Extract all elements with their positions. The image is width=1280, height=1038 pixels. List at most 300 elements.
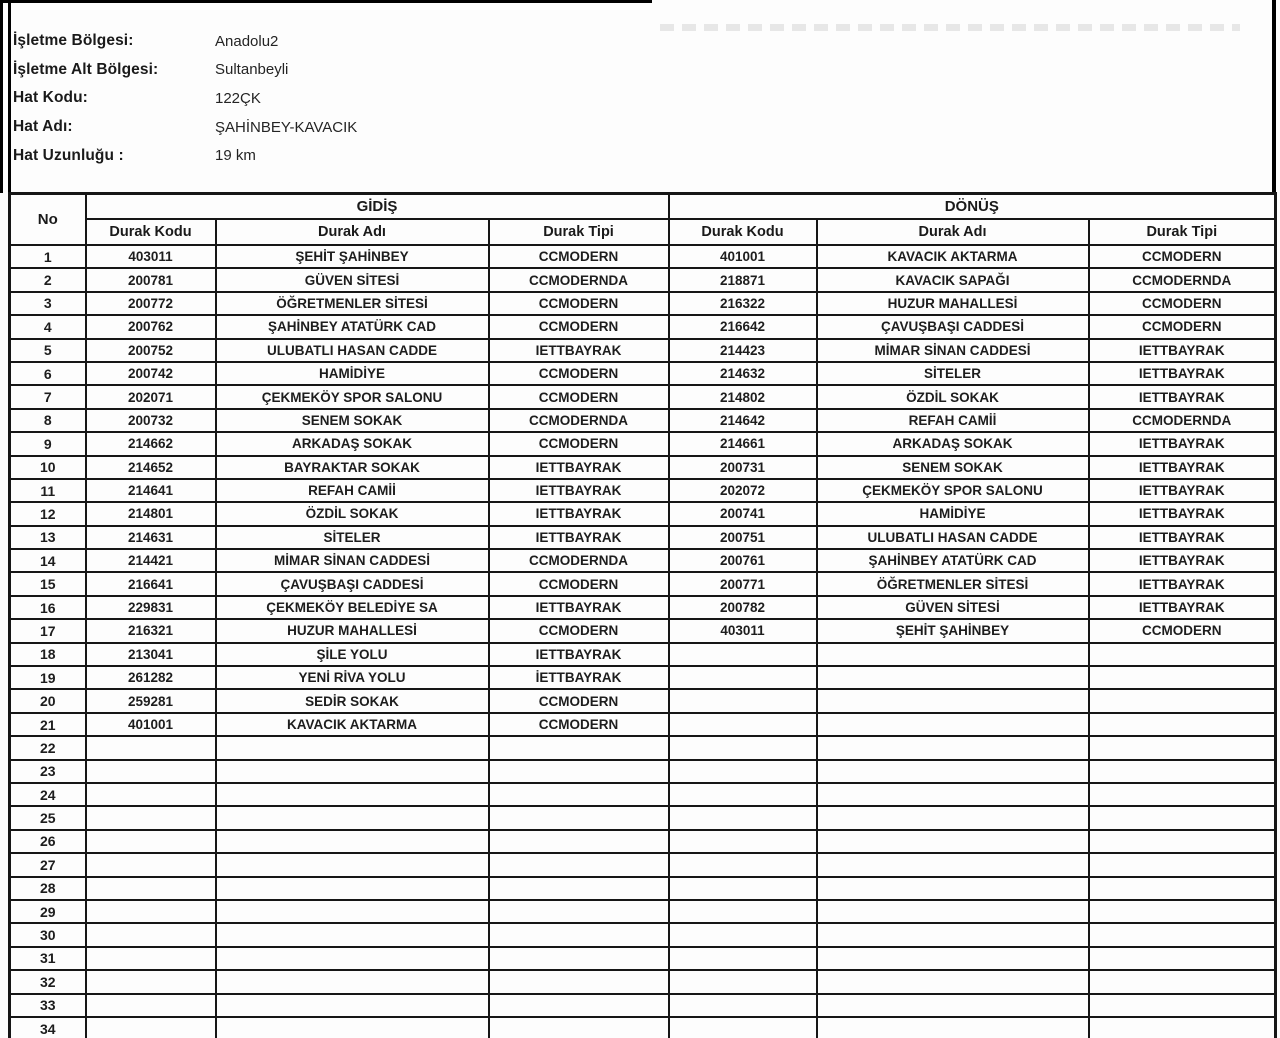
info-row xyxy=(13,56,357,85)
donus-stop-type-cell xyxy=(1089,900,1276,923)
gidis-stop-type-cell: IETTBAYRAK xyxy=(489,456,669,479)
gidis-stop-name-cell xyxy=(216,900,489,923)
row-number-cell: 34 xyxy=(10,1017,86,1038)
donus-stop-name-cell: ÖZDİL SOKAK xyxy=(817,385,1089,408)
donus-stop-name-cell xyxy=(817,713,1089,736)
gidis-stop-code-cell: 200762 xyxy=(86,315,216,338)
gidis-stop-code-cell: 214801 xyxy=(86,502,216,525)
gidis-stop-type-cell: IETTBAYRAK xyxy=(489,596,669,619)
gidis-stop-type-cell xyxy=(489,923,669,946)
gidis-stop-name-cell: YENİ RİVA YOLU xyxy=(216,666,489,689)
gidis-stop-code-cell: 401001 xyxy=(86,713,216,736)
gidis-stop-name-cell: BAYRAKTAR SOKAK xyxy=(216,456,489,479)
gidis-stop-type-cell xyxy=(489,947,669,970)
gidis-stop-code-cell xyxy=(86,760,216,783)
info-field-label: Hat Uzunluğu : xyxy=(13,146,124,164)
donus-stop-type-cell xyxy=(1089,689,1276,712)
donus-stop-code-cell xyxy=(669,900,817,923)
stops-table-body xyxy=(10,245,1276,1038)
donus-stop-code-cell: 214661 xyxy=(669,432,817,455)
gidis-stop-type-cell xyxy=(489,994,669,1017)
table-row xyxy=(10,315,1276,338)
donus-stop-name-cell: HUZUR MAHALLESİ xyxy=(817,292,1089,315)
gidis-stop-type-cell xyxy=(489,970,669,993)
table-row xyxy=(10,572,1276,595)
donus-stop-name-cell xyxy=(817,760,1089,783)
donus-stop-type-cell: IETTBAYRAK xyxy=(1089,572,1276,595)
row-number-cell: 4 xyxy=(10,315,86,338)
table-row xyxy=(10,923,1276,946)
table-row xyxy=(10,549,1276,572)
column-header-donus-durak-kodu: Durak Kodu xyxy=(669,219,817,245)
donus-stop-type-cell: IETTBAYRAK xyxy=(1089,432,1276,455)
donus-stop-type-cell xyxy=(1089,736,1276,759)
gidis-stop-code-cell: 200732 xyxy=(86,409,216,432)
gidis-stop-type-cell: CCMODERN xyxy=(489,315,669,338)
gidis-stop-name-cell xyxy=(216,783,489,806)
donus-stop-name-cell xyxy=(817,689,1089,712)
donus-stop-name-cell xyxy=(817,877,1089,900)
donus-stop-code-cell: 401001 xyxy=(669,245,817,268)
info-field-label: İşletme Bölgesi: xyxy=(13,32,134,50)
donus-stop-code-cell: 214632 xyxy=(669,362,817,385)
gidis-stop-name-cell: REFAH CAMİİ xyxy=(216,479,489,502)
row-number-cell: 6 xyxy=(10,362,86,385)
donus-stop-code-cell xyxy=(669,970,817,993)
gidis-stop-name-cell: MİMAR SİNAN CADDESİ xyxy=(216,549,489,572)
table-row xyxy=(10,1017,1276,1038)
row-number-cell: 25 xyxy=(10,806,86,829)
info-row xyxy=(13,27,357,56)
gidis-stop-name-cell: HAMİDİYE xyxy=(216,362,489,385)
gidis-stop-name-cell xyxy=(216,736,489,759)
gidis-stop-type-cell: IETTBAYRAK xyxy=(489,339,669,362)
donus-stop-code-cell: 403011 xyxy=(669,619,817,642)
donus-stop-name-cell: ŞAHİNBEY ATATÜRK CAD xyxy=(817,549,1089,572)
column-header-no: No xyxy=(10,194,86,246)
gidis-stop-code-cell: 200772 xyxy=(86,292,216,315)
donus-stop-name-cell xyxy=(817,736,1089,759)
table-row xyxy=(10,526,1276,549)
table-row xyxy=(10,900,1276,923)
row-number-cell: 29 xyxy=(10,900,86,923)
row-number-cell: 17 xyxy=(10,619,86,642)
gidis-stop-code-cell xyxy=(86,736,216,759)
gidis-stop-code-cell: 216641 xyxy=(86,572,216,595)
donus-stop-type-cell: IETTBAYRAK xyxy=(1089,362,1276,385)
info-row xyxy=(13,141,357,170)
row-number-cell: 3 xyxy=(10,292,86,315)
info-field-label: Hat Adı: xyxy=(13,118,73,136)
info-row xyxy=(13,113,357,142)
row-number-cell: 7 xyxy=(10,385,86,408)
gidis-stop-type-cell xyxy=(489,806,669,829)
gidis-stop-type-cell: CCMODERNDA xyxy=(489,409,669,432)
scan-edge-left-outer xyxy=(0,0,3,193)
gidis-stop-type-cell: IETTBAYRAK xyxy=(489,479,669,502)
donus-stop-code-cell xyxy=(669,760,817,783)
donus-stop-code-cell xyxy=(669,830,817,853)
gidis-stop-type-cell xyxy=(489,1017,669,1038)
donus-stop-code-cell xyxy=(669,643,817,666)
donus-stop-code-cell xyxy=(669,713,817,736)
donus-stop-type-cell xyxy=(1089,713,1276,736)
donus-stop-name-cell xyxy=(817,806,1089,829)
donus-stop-type-cell xyxy=(1089,970,1276,993)
donus-stop-code-cell: 216322 xyxy=(669,292,817,315)
donus-stop-name-cell: ÇEKMEKÖY SPOR SALONU xyxy=(817,479,1089,502)
row-number-cell: 11 xyxy=(10,479,86,502)
gidis-stop-name-cell: ULUBATLI HASAN CADDE xyxy=(216,339,489,362)
info-field-label: Hat Kodu: xyxy=(13,89,88,107)
donus-stop-name-cell xyxy=(817,970,1089,993)
row-number-cell: 33 xyxy=(10,994,86,1017)
gidis-stop-name-cell: ÇAVUŞBAŞI CADDESİ xyxy=(216,572,489,595)
donus-stop-name-cell xyxy=(817,666,1089,689)
donus-stop-name-cell: ULUBATLI HASAN CADDE xyxy=(817,526,1089,549)
gidis-stop-name-cell: ŞİLE YOLU xyxy=(216,643,489,666)
donus-stop-type-cell: CCMODERN xyxy=(1089,315,1276,338)
table-row xyxy=(10,970,1276,993)
table-row xyxy=(10,760,1276,783)
gidis-stop-name-cell xyxy=(216,806,489,829)
donus-stop-name-cell xyxy=(817,853,1089,876)
gidis-stop-code-cell: 214652 xyxy=(86,456,216,479)
donus-stop-type-cell: CCMODERNDA xyxy=(1089,409,1276,432)
info-field-value: Sultanbeyli xyxy=(215,61,289,79)
gidis-stop-code-cell: 214421 xyxy=(86,549,216,572)
donus-stop-name-cell: SENEM SOKAK xyxy=(817,456,1089,479)
donus-stop-name-cell xyxy=(817,994,1089,1017)
gidis-stop-code-cell xyxy=(86,853,216,876)
gidis-stop-code-cell: 202071 xyxy=(86,385,216,408)
info-field-value: 122ÇK xyxy=(215,89,261,107)
info-field-value: ŞAHİNBEY-KAVACIK xyxy=(215,118,358,136)
gidis-stop-name-cell: SEDİR SOKAK xyxy=(216,689,489,712)
gidis-stop-type-cell xyxy=(489,877,669,900)
donus-stop-type-cell xyxy=(1089,783,1276,806)
gidis-stop-type-cell: CCMODERN xyxy=(489,689,669,712)
row-number-cell: 8 xyxy=(10,409,86,432)
donus-stop-code-cell xyxy=(669,806,817,829)
donus-stop-name-cell xyxy=(817,900,1089,923)
gidis-stop-code-cell xyxy=(86,806,216,829)
gidis-stop-name-cell xyxy=(216,853,489,876)
table-row xyxy=(10,643,1276,666)
table-row xyxy=(10,806,1276,829)
gidis-stop-name-cell: ÖZDİL SOKAK xyxy=(216,502,489,525)
donus-stop-type-cell xyxy=(1089,760,1276,783)
table-row xyxy=(10,666,1276,689)
gidis-stop-type-cell: CCMODERN xyxy=(489,385,669,408)
donus-stop-type-cell: IETTBAYRAK xyxy=(1089,502,1276,525)
table-row xyxy=(10,783,1276,806)
gidis-stop-type-cell: CCMODERN xyxy=(489,292,669,315)
info-field-value: Anadolu2 xyxy=(215,32,279,50)
table-row xyxy=(10,292,1276,315)
donus-stop-name-cell xyxy=(817,643,1089,666)
donus-stop-code-cell xyxy=(669,947,817,970)
gidis-stop-code-cell: 259281 xyxy=(86,689,216,712)
table-row xyxy=(10,502,1276,525)
table-row xyxy=(10,479,1276,502)
table-row xyxy=(10,245,1276,268)
gidis-stop-type-cell: IETTBAYRAK xyxy=(489,502,669,525)
row-number-cell: 23 xyxy=(10,760,86,783)
donus-stop-code-cell: 214642 xyxy=(669,409,817,432)
gidis-stop-code-cell: 214662 xyxy=(86,432,216,455)
donus-stop-type-cell: CCMODERN xyxy=(1089,292,1276,315)
gidis-stop-type-cell xyxy=(489,853,669,876)
donus-stop-code-cell: 200741 xyxy=(669,502,817,525)
row-number-cell: 16 xyxy=(10,596,86,619)
donus-stop-type-cell xyxy=(1089,666,1276,689)
gidis-stop-type-cell xyxy=(489,736,669,759)
gidis-stop-type-cell: CCMODERN xyxy=(489,432,669,455)
donus-stop-code-cell: 200761 xyxy=(669,549,817,572)
donus-stop-name-cell: REFAH CAMİİ xyxy=(817,409,1089,432)
donus-stop-code-cell: 200771 xyxy=(669,572,817,595)
row-number-cell: 14 xyxy=(10,549,86,572)
gidis-stop-type-cell: CCMODERNDA xyxy=(489,268,669,291)
info-row xyxy=(13,84,357,113)
gidis-stop-code-cell: 213041 xyxy=(86,643,216,666)
scan-edge-top xyxy=(0,0,652,3)
info-block xyxy=(13,27,357,170)
gidis-stop-type-cell: IETTBAYRAK xyxy=(489,526,669,549)
stops-table xyxy=(8,192,1277,1038)
column-header-gidis-durak-kodu: Durak Kodu xyxy=(86,219,216,245)
table-row xyxy=(10,432,1276,455)
donus-stop-type-cell: CCMODERNDA xyxy=(1089,268,1276,291)
donus-stop-code-cell xyxy=(669,666,817,689)
info-field-value: 19 km xyxy=(215,147,256,165)
donus-stop-name-cell xyxy=(817,1017,1089,1038)
row-number-cell: 1 xyxy=(10,245,86,268)
donus-stop-type-cell xyxy=(1089,853,1276,876)
donus-stop-name-cell xyxy=(817,783,1089,806)
donus-stop-code-cell xyxy=(669,994,817,1017)
table-row xyxy=(10,456,1276,479)
gidis-stop-code-cell xyxy=(86,830,216,853)
gidis-stop-type-cell: CCMODERN xyxy=(489,713,669,736)
gidis-stop-type-cell: CCMODERNDA xyxy=(489,549,669,572)
donus-stop-name-cell: SİTELER xyxy=(817,362,1089,385)
gidis-stop-name-cell xyxy=(216,830,489,853)
scan-edge-left-inner xyxy=(8,0,11,193)
gidis-stop-code-cell: 216321 xyxy=(86,619,216,642)
row-number-cell: 10 xyxy=(10,456,86,479)
gidis-stop-type-cell xyxy=(489,900,669,923)
donus-stop-code-cell xyxy=(669,877,817,900)
donus-stop-type-cell xyxy=(1089,947,1276,970)
donus-stop-type-cell xyxy=(1089,994,1276,1017)
donus-stop-code-cell: 202072 xyxy=(669,479,817,502)
column-header-gidis-durak-tipi: Durak Tipi xyxy=(489,219,669,245)
donus-stop-code-cell: 200782 xyxy=(669,596,817,619)
donus-stop-type-cell xyxy=(1089,806,1276,829)
row-number-cell: 28 xyxy=(10,877,86,900)
donus-stop-name-cell: KAVACIK SAPAĞI xyxy=(817,268,1089,291)
donus-stop-type-cell: IETTBAYRAK xyxy=(1089,549,1276,572)
gidis-stop-name-cell: KAVACIK AKTARMA xyxy=(216,713,489,736)
row-number-cell: 26 xyxy=(10,830,86,853)
donus-stop-code-cell xyxy=(669,736,817,759)
table-row xyxy=(10,877,1276,900)
donus-stop-code-cell xyxy=(669,783,817,806)
row-number-cell: 12 xyxy=(10,502,86,525)
gidis-stop-name-cell xyxy=(216,877,489,900)
table-row xyxy=(10,947,1276,970)
table-row xyxy=(10,689,1276,712)
donus-stop-name-cell: KAVACIK AKTARMA xyxy=(817,245,1089,268)
row-number-cell: 18 xyxy=(10,643,86,666)
gidis-stop-name-cell: SİTELER xyxy=(216,526,489,549)
gidis-stop-name-cell xyxy=(216,760,489,783)
row-number-cell: 31 xyxy=(10,947,86,970)
donus-stop-type-cell: IETTBAYRAK xyxy=(1089,479,1276,502)
donus-stop-name-cell: ÇAVUŞBAŞI CADDESİ xyxy=(817,315,1089,338)
donus-stop-type-cell: IETTBAYRAK xyxy=(1089,385,1276,408)
gidis-stop-type-cell: CCMODERN xyxy=(489,245,669,268)
gidis-stop-name-cell: ŞAHİNBEY ATATÜRK CAD xyxy=(216,315,489,338)
donus-stop-name-cell: HAMİDİYE xyxy=(817,502,1089,525)
gidis-stop-code-cell: 261282 xyxy=(86,666,216,689)
row-number-cell: 5 xyxy=(10,339,86,362)
gidis-stop-code-cell xyxy=(86,783,216,806)
gidis-stop-type-cell xyxy=(489,760,669,783)
row-number-cell: 24 xyxy=(10,783,86,806)
donus-stop-code-cell: 218871 xyxy=(669,268,817,291)
column-header-donus-durak-tipi: Durak Tipi xyxy=(1089,219,1276,245)
donus-stop-name-cell xyxy=(817,947,1089,970)
gidis-stop-type-cell: IETTBAYRAK xyxy=(489,643,669,666)
table-row xyxy=(10,339,1276,362)
gidis-stop-type-cell: CCMODERN xyxy=(489,619,669,642)
table-row xyxy=(10,596,1276,619)
gidis-stop-code-cell: 214631 xyxy=(86,526,216,549)
donus-stop-type-cell xyxy=(1089,923,1276,946)
row-number-cell: 2 xyxy=(10,268,86,291)
gidis-stop-name-cell xyxy=(216,947,489,970)
donus-stop-code-cell xyxy=(669,853,817,876)
stops-table-head xyxy=(10,194,1276,246)
gidis-stop-type-cell xyxy=(489,783,669,806)
row-number-cell: 20 xyxy=(10,689,86,712)
gidis-stop-code-cell xyxy=(86,877,216,900)
donus-stop-code-cell: 216642 xyxy=(669,315,817,338)
gidis-stop-name-cell: ÇEKMEKÖY SPOR SALONU xyxy=(216,385,489,408)
gidis-stop-code-cell: 200752 xyxy=(86,339,216,362)
donus-stop-code-cell: 214802 xyxy=(669,385,817,408)
row-number-cell: 22 xyxy=(10,736,86,759)
donus-stop-type-cell xyxy=(1089,877,1276,900)
table-row xyxy=(10,385,1276,408)
donus-stop-name-cell xyxy=(817,923,1089,946)
gidis-stop-name-cell: ARKADAŞ SOKAK xyxy=(216,432,489,455)
gidis-stop-name-cell: ŞEHİT ŞAHİNBEY xyxy=(216,245,489,268)
table-row xyxy=(10,619,1276,642)
gidis-stop-name-cell xyxy=(216,994,489,1017)
column-header-gidis: GİDİŞ xyxy=(86,194,669,220)
scan-smudge xyxy=(660,24,1240,31)
info-field-label: İşletme Alt Bölgesi: xyxy=(13,60,159,78)
row-number-cell: 27 xyxy=(10,853,86,876)
gidis-stop-name-cell: GÜVEN SİTESİ xyxy=(216,268,489,291)
gidis-stop-code-cell: 200742 xyxy=(86,362,216,385)
gidis-stop-name-cell xyxy=(216,970,489,993)
donus-stop-code-cell: 200751 xyxy=(669,526,817,549)
donus-stop-code-cell xyxy=(669,923,817,946)
gidis-stop-code-cell: 229831 xyxy=(86,596,216,619)
table-row xyxy=(10,713,1276,736)
gidis-stop-type-cell: İETTBAYRAK xyxy=(489,666,669,689)
donus-stop-code-cell: 214423 xyxy=(669,339,817,362)
donus-stop-type-cell: IETTBAYRAK xyxy=(1089,596,1276,619)
table-row xyxy=(10,830,1276,853)
gidis-stop-code-cell: 403011 xyxy=(86,245,216,268)
gidis-stop-code-cell xyxy=(86,1017,216,1038)
table-row xyxy=(10,736,1276,759)
table-row xyxy=(10,994,1276,1017)
table-row xyxy=(10,268,1276,291)
gidis-stop-name-cell xyxy=(216,1017,489,1038)
column-header-donus-durak-adi: Durak Adı xyxy=(817,219,1089,245)
donus-stop-code-cell: 200731 xyxy=(669,456,817,479)
column-header-donus: DÖNÜŞ xyxy=(669,194,1276,220)
donus-stop-type-cell: CCMODERN xyxy=(1089,619,1276,642)
donus-stop-code-cell xyxy=(669,1017,817,1038)
table-row xyxy=(10,362,1276,385)
donus-stop-name-cell xyxy=(817,830,1089,853)
donus-stop-type-cell xyxy=(1089,643,1276,666)
gidis-stop-type-cell: CCMODERN xyxy=(489,572,669,595)
row-number-cell: 32 xyxy=(10,970,86,993)
row-number-cell: 30 xyxy=(10,923,86,946)
donus-stop-type-cell xyxy=(1089,1017,1276,1038)
donus-stop-name-cell: GÜVEN SİTESİ xyxy=(817,596,1089,619)
donus-stop-code-cell xyxy=(669,689,817,712)
column-header-gidis-durak-adi: Durak Adı xyxy=(216,219,489,245)
row-number-cell: 9 xyxy=(10,432,86,455)
gidis-stop-name-cell: ÖĞRETMENLER SİTESİ xyxy=(216,292,489,315)
gidis-stop-type-cell: CCMODERN xyxy=(489,362,669,385)
row-number-cell: 13 xyxy=(10,526,86,549)
gidis-stop-code-cell xyxy=(86,994,216,1017)
donus-stop-name-cell: MİMAR SİNAN CADDESİ xyxy=(817,339,1089,362)
gidis-stop-name-cell: ÇEKMEKÖY BELEDİYE SA xyxy=(216,596,489,619)
gidis-stop-code-cell xyxy=(86,970,216,993)
gidis-stop-code-cell xyxy=(86,947,216,970)
donus-stop-type-cell: CCMODERN xyxy=(1089,245,1276,268)
gidis-stop-code-cell xyxy=(86,900,216,923)
donus-stop-name-cell: ŞEHİT ŞAHİNBEY xyxy=(817,619,1089,642)
row-number-cell: 19 xyxy=(10,666,86,689)
donus-stop-type-cell xyxy=(1089,830,1276,853)
donus-stop-type-cell: IETTBAYRAK xyxy=(1089,339,1276,362)
row-number-cell: 15 xyxy=(10,572,86,595)
donus-stop-type-cell: IETTBAYRAK xyxy=(1089,526,1276,549)
gidis-stop-code-cell: 200781 xyxy=(86,268,216,291)
table-row xyxy=(10,409,1276,432)
table-row xyxy=(10,853,1276,876)
donus-stop-name-cell: ÖĞRETMENLER SİTESİ xyxy=(817,572,1089,595)
gidis-stop-name-cell: SENEM SOKAK xyxy=(216,409,489,432)
gidis-stop-name-cell: HUZUR MAHALLESİ xyxy=(216,619,489,642)
gidis-stop-code-cell: 214641 xyxy=(86,479,216,502)
gidis-stop-name-cell xyxy=(216,923,489,946)
gidis-stop-code-cell xyxy=(86,923,216,946)
